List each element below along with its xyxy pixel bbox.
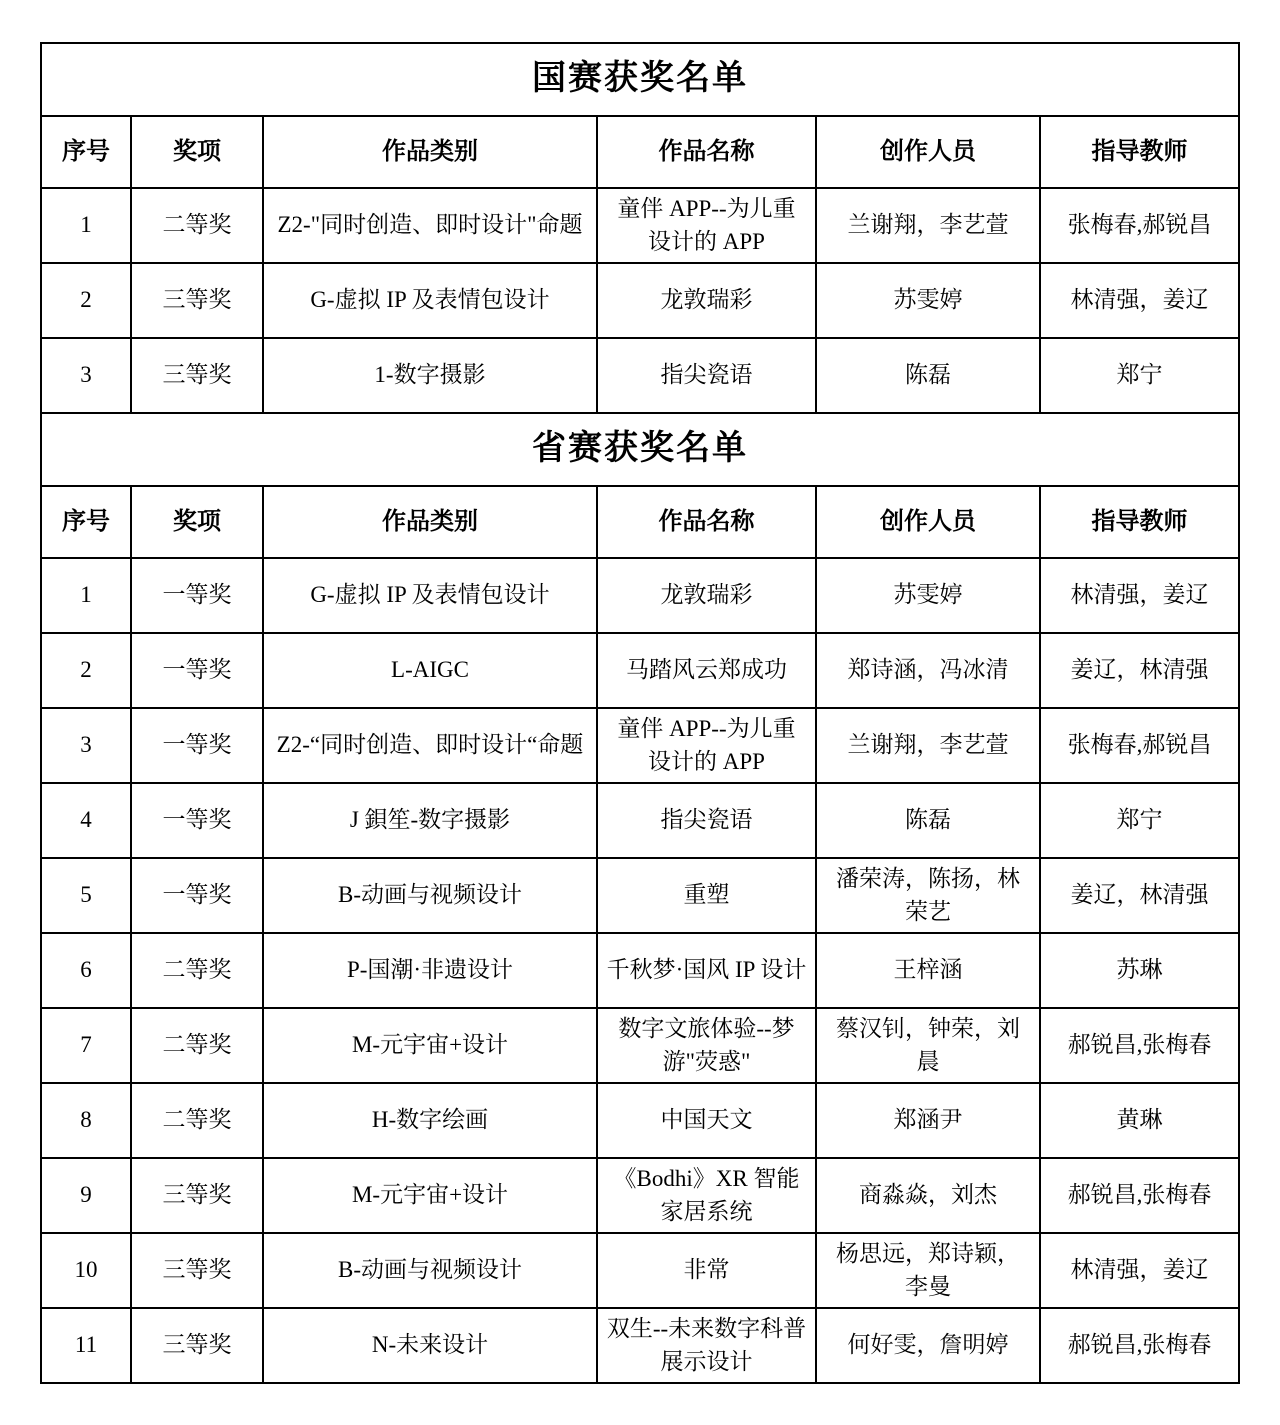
col-teachers-cell: 郑宁 — [1040, 783, 1239, 858]
col-teachers-header: 指导教师 — [1040, 116, 1239, 188]
table-row — [41, 1158, 1239, 1233]
col-work-name-cell: 童伴 APP--为儿重设计的 APP — [597, 708, 816, 783]
col-work-name-cell: 马踏风云郑成功 — [597, 633, 816, 708]
col-creators-cell: 郑涵尹 — [816, 1083, 1040, 1158]
col-creators-cell: 陈磊 — [816, 338, 1040, 413]
col-award-cell: 三等奖 — [131, 263, 263, 338]
col-award-cell: 三等奖 — [131, 338, 263, 413]
col-category-cell: G-虚拟 IP 及表情包设计 — [263, 263, 597, 338]
col-award-cell: 二等奖 — [131, 933, 263, 1008]
col-teachers-cell: 林清强，姜辽 — [1040, 558, 1239, 633]
col-work-name-cell: 《Bodhi》XR 智能家居系统 — [597, 1158, 816, 1233]
col-creators-cell: 苏雯婷 — [816, 558, 1040, 633]
col-category-cell: P-国潮·非遗设计 — [263, 933, 597, 1008]
col-teachers-cell: 张梅春,郝锐昌 — [1040, 708, 1239, 783]
col-creators-cell: 陈磊 — [816, 783, 1040, 858]
col-award-cell: 一等奖 — [131, 858, 263, 933]
awards-table — [40, 42, 1240, 1384]
col-creators-header: 创作人员 — [816, 486, 1040, 558]
col-award-header: 奖项 — [131, 116, 263, 188]
col-teachers-cell: 林清强，姜辽 — [1040, 263, 1239, 338]
col-teachers-cell: 黄琳 — [1040, 1083, 1239, 1158]
table-row — [41, 783, 1239, 858]
col-award-cell: 二等奖 — [131, 1083, 263, 1158]
col-category-cell: H-数字绘画 — [263, 1083, 597, 1158]
section-title-row — [41, 43, 1239, 116]
table-row — [41, 338, 1239, 413]
col-award-cell: 一等奖 — [131, 633, 263, 708]
col-index-cell: 2 — [41, 263, 131, 338]
col-work-name-cell: 重塑 — [597, 858, 816, 933]
col-creators-cell: 蔡汉钊，钟荣，刘晨 — [816, 1008, 1040, 1083]
col-index-header: 序号 — [41, 116, 131, 188]
col-index-cell: 11 — [41, 1308, 131, 1383]
col-index-cell: 10 — [41, 1233, 131, 1308]
col-creators-cell: 苏雯婷 — [816, 263, 1040, 338]
awards-table-body — [41, 43, 1239, 1383]
col-category-cell: Z2-“同时创造、即时设计“命题 — [263, 708, 597, 783]
table-row — [41, 1233, 1239, 1308]
col-work-name-cell: 双生--未来数字科普展示设计 — [597, 1308, 816, 1383]
col-creators-cell: 杨思远，郑诗颖，李曼 — [816, 1233, 1040, 1308]
col-teachers-header: 指导教师 — [1040, 486, 1239, 558]
col-work-name-cell: 非常 — [597, 1233, 816, 1308]
col-index-cell: 5 — [41, 858, 131, 933]
section-title: 省赛获奖名单 — [41, 413, 1239, 486]
col-teachers-cell: 林清强，姜辽 — [1040, 1233, 1239, 1308]
col-award-cell: 一等奖 — [131, 783, 263, 858]
col-creators-cell: 郑诗涵，冯冰清 — [816, 633, 1040, 708]
table-row — [41, 188, 1239, 263]
col-index-cell: 1 — [41, 558, 131, 633]
table-row — [41, 558, 1239, 633]
col-index-cell: 8 — [41, 1083, 131, 1158]
col-award-cell: 一等奖 — [131, 708, 263, 783]
table-row — [41, 858, 1239, 933]
col-award-cell: 三等奖 — [131, 1158, 263, 1233]
col-category-cell: M-元宇宙+设计 — [263, 1008, 597, 1083]
col-category-header: 作品类别 — [263, 486, 597, 558]
col-creators-cell: 何好雯，詹明婷 — [816, 1308, 1040, 1383]
col-teachers-cell: 郝锐昌,张梅春 — [1040, 1308, 1239, 1383]
table-row — [41, 1008, 1239, 1083]
col-creators-cell: 王梓涵 — [816, 933, 1040, 1008]
col-index-header: 序号 — [41, 486, 131, 558]
col-award-header: 奖项 — [131, 486, 263, 558]
col-creators-cell: 商淼焱，刘杰 — [816, 1158, 1040, 1233]
col-work-name-cell: 童伴 APP--为儿重设计的 APP — [597, 188, 816, 263]
table-row — [41, 633, 1239, 708]
col-creators-cell: 兰谢翔，李艺萱 — [816, 708, 1040, 783]
col-creators-header: 创作人员 — [816, 116, 1040, 188]
table-row — [41, 1083, 1239, 1158]
col-category-header: 作品类别 — [263, 116, 597, 188]
col-category-cell: B-动画与视频设计 — [263, 1233, 597, 1308]
header-row — [41, 116, 1239, 188]
col-category-cell: N-未来设计 — [263, 1308, 597, 1383]
col-work-name-cell: 中国天文 — [597, 1083, 816, 1158]
col-category-cell: B-动画与视频设计 — [263, 858, 597, 933]
col-index-cell: 9 — [41, 1158, 131, 1233]
col-work-name-header: 作品名称 — [597, 486, 816, 558]
section-title: 国赛获奖名单 — [41, 43, 1239, 116]
col-teachers-cell: 郝锐昌,张梅春 — [1040, 1158, 1239, 1233]
col-work-name-cell: 指尖瓷语 — [597, 338, 816, 413]
table-row — [41, 933, 1239, 1008]
col-category-cell: 1-数字摄影 — [263, 338, 597, 413]
col-work-name-cell: 龙敦瑞彩 — [597, 558, 816, 633]
col-category-cell: L-AIGC — [263, 633, 597, 708]
section-title-row — [41, 413, 1239, 486]
col-category-cell: M-元宇宙+设计 — [263, 1158, 597, 1233]
table-row — [41, 1308, 1239, 1383]
col-work-name-cell: 龙敦瑞彩 — [597, 263, 816, 338]
col-teachers-cell: 郑宁 — [1040, 338, 1239, 413]
table-row — [41, 708, 1239, 783]
col-category-cell: G-虚拟 IP 及表情包设计 — [263, 558, 597, 633]
col-teachers-cell: 姜辽，林清强 — [1040, 858, 1239, 933]
col-creators-cell: 兰谢翔，李艺萱 — [816, 188, 1040, 263]
col-award-cell: 三等奖 — [131, 1308, 263, 1383]
header-row — [41, 486, 1239, 558]
col-teachers-cell: 苏琳 — [1040, 933, 1239, 1008]
col-award-cell: 二等奖 — [131, 1008, 263, 1083]
col-teachers-cell: 郝锐昌,张梅春 — [1040, 1008, 1239, 1083]
col-award-cell: 三等奖 — [131, 1233, 263, 1308]
col-index-cell: 2 — [41, 633, 131, 708]
col-work-name-cell: 千秋梦·国风 IP 设计 — [597, 933, 816, 1008]
col-index-cell: 4 — [41, 783, 131, 858]
col-index-cell: 3 — [41, 708, 131, 783]
col-creators-cell: 潘荣涛，陈扬，林荣艺 — [816, 858, 1040, 933]
col-teachers-cell: 张梅春,郝锐昌 — [1040, 188, 1239, 263]
col-teachers-cell: 姜辽，林清强 — [1040, 633, 1239, 708]
col-category-cell: Z2-"同时创造、即时设计"命题 — [263, 188, 597, 263]
col-category-cell: J 鋇笙-数字摄影 — [263, 783, 597, 858]
col-award-cell: 二等奖 — [131, 188, 263, 263]
col-work-name-cell: 指尖瓷语 — [597, 783, 816, 858]
col-work-name-cell: 数字文旅体验--梦游"荧惑" — [597, 1008, 816, 1083]
table-row — [41, 263, 1239, 338]
col-award-cell: 一等奖 — [131, 558, 263, 633]
col-index-cell: 3 — [41, 338, 131, 413]
col-index-cell: 1 — [41, 188, 131, 263]
col-index-cell: 7 — [41, 1008, 131, 1083]
col-index-cell: 6 — [41, 933, 131, 1008]
col-work-name-header: 作品名称 — [597, 116, 816, 188]
